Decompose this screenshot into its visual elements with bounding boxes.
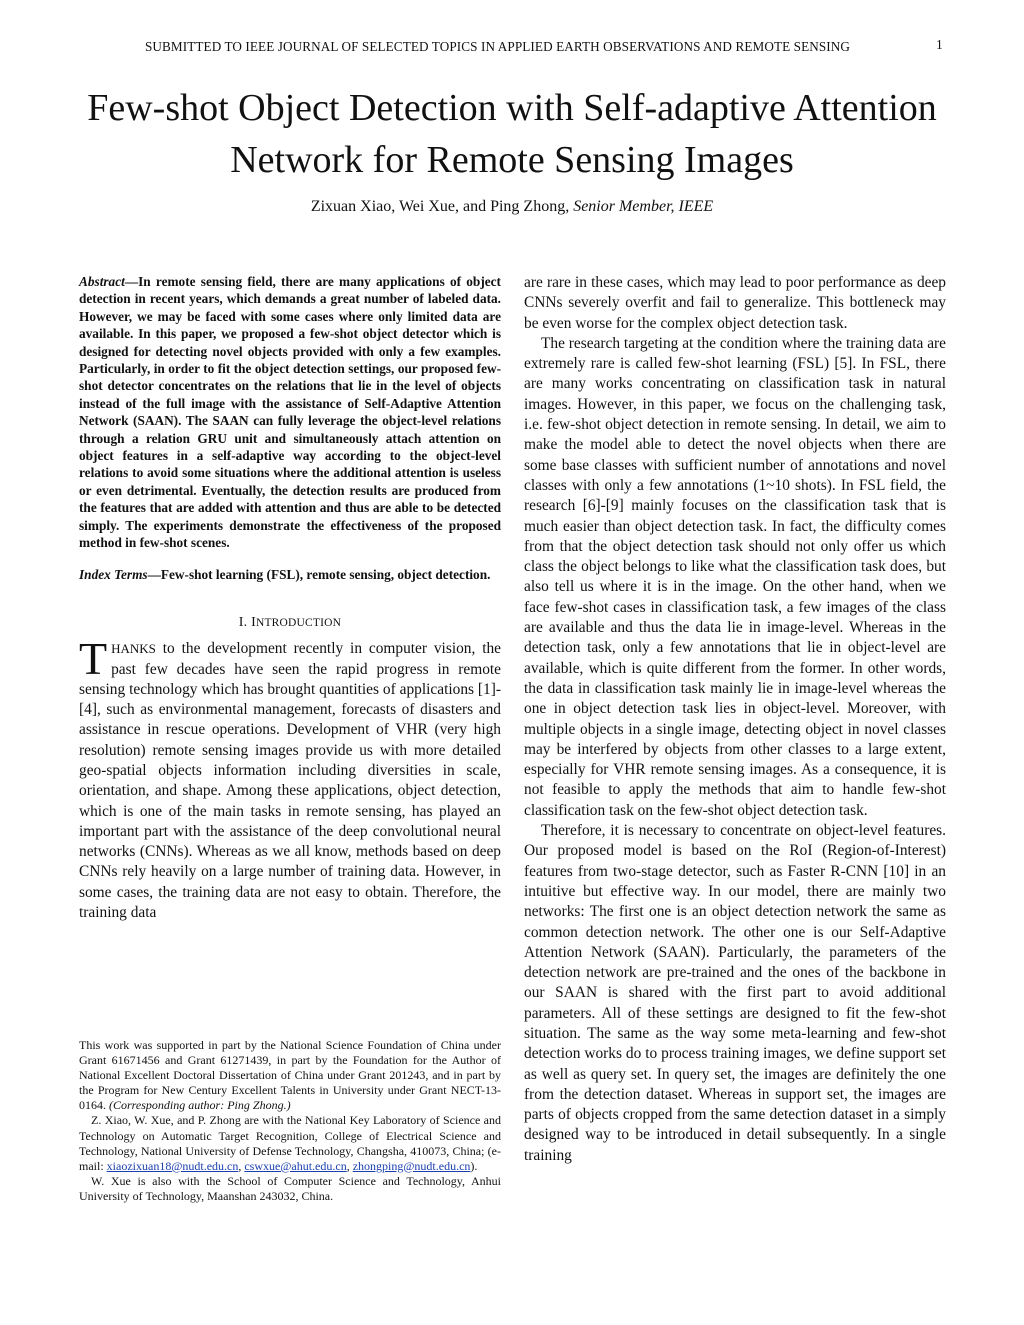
section-title-rest: NTRODUCTION xyxy=(255,616,342,629)
affiliation-end: ). xyxy=(470,1158,478,1173)
email-link-xiao[interactable]: xiaozixuan18@nudt.edu.cn xyxy=(106,1158,239,1173)
abstract-text: —In remote sensing field, there are many applications of object detection in recent years, which demands a great number of labeled data. However, we may be faced with some cases where only limited data are available. In this paper, we proposed a few-shot object detector which is designed for detecting novel objects provided with only a few examples. Particularly, in order to fit the object detection settings, our proposed few-shot detector concentrates on the relations that lie in the level of objects instead of the full image with the assistance of Self-Adaptive Attention Network (SAAN). The SAAN can fully leverage the object-level relations through a relation GRU unit and simultaneously attach attention on object features in a self-adaptive way according to the object-level relations to avoid some situations where the additional attention is useless or even detrimental. Eventually, the detection results are produced from the features that are added with attention and thus are able to be detected simply. The experiments demonstrate the effectiveness of the proposed method in few-shot scenes. xyxy=(79,274,501,551)
page-number: 1 xyxy=(936,37,943,52)
index-terms xyxy=(79,566,501,583)
corresponding-author: (Corresponding author: Ping Zhong.) xyxy=(109,1098,291,1113)
author-line xyxy=(60,198,964,216)
index-terms-text: —Few-shot learning (FSL), remote sensing, object detection. xyxy=(147,566,491,582)
section-initial: I xyxy=(251,614,256,630)
email-separator: , xyxy=(238,1158,245,1173)
right-column xyxy=(524,273,946,1166)
intro-first-word: HANKS xyxy=(111,641,156,657)
abstract xyxy=(79,273,501,552)
index-terms-label: Index Terms xyxy=(79,566,148,582)
paragraph-model: Therefore, it is necessary to concentrate on object-level features. Our proposed model is based on the RoI (Region-of-Interest) features from two-stage detector, such as Faster R-CNN [10] in an intuitive but effective way. In our model, there are mainly two networks: The first one is an object detection network the same as common detection network. The other one is our Self-Adaptive Attention Network (SAAN). Particularly, the parameters of the detection network are pre-trained and the ones of the backbone in our SAAN is shared with the first part to avoid additional parameters. All of these settings are designed to fit the few-shot situation. The same as the way some meta-learning and few-shot detection works do to process training images, we define support set as well as query set. In query set, the images are definitely the one from the detection dataset. Whereas in support set, the images are parts of objects cropped from the same detection dataset in a simply designed way to be introduced in detail subsequently. In a single training xyxy=(524,822,946,1164)
intro-text: to the development recently in computer vision, the past few decades have seen the rapid progress in remote sensing technology which has brought quantities of applications [1]-[4], such as environmental management, forecasts of disasters and assistance in rescue operations. Development of VHR (very high resolution) remote sensing images provide us with more detailed geo-spatial objects information including diversities in scale, orientation, and shape. Among these applications, object detection, which is one of the main tasks in remote sensing, has played an important part with the assistance of the deep convolutional neural networks (CNNs). Whereas as we all know, methods based on deep CNNs rely heavily on a large number of training data. However, in some cases, the training data are not easy to obtain. Therefore, the training data xyxy=(79,640,501,922)
author-names: Zixuan Xiao, Wei Xue, and Ping Zhong, xyxy=(310,198,574,215)
left-column xyxy=(79,273,501,923)
author-membership: Senior Member, IEEE xyxy=(573,198,714,215)
footnote xyxy=(79,1038,501,1204)
email-separator: , xyxy=(346,1158,353,1173)
section-number: I. xyxy=(238,614,252,630)
footnote-affiliation-xue: W. Xue is also with the School of Computer Science and Technology, Anhui University of Technology, Maanshan 243032, China. xyxy=(79,1173,501,1203)
affiliation-text: Z. Xiao, W. Xue, and P. Zhong are with the National Key Laboratory of Science and Technology on Automatic Target Recognition, College of Electrical Science and Technology, National University of Defense Technology, Changsha, 410073, China; (e-mail: xyxy=(79,1113,501,1173)
paragraph-fsl: The research targeting at the condition where the training data are extremely rare is called few-shot learning (FSL) [5]. In FSL, there are many works concentrating on classification task in natural images. However, in this paper, we focus on the challenging task, i.e. few-shot object detection in remote sensing. In detail, we aim to make the model able to detect the novel objects when there are some base classes with sufficient number of annotations and novel classes with only a few annotations (1~10 shots). In FSL field, the research [6]-[9] mainly focuses on the classification task that is much easier than object detection task. In fact, the difficulty comes from that the object detection task should not only offer us which class the object belongs to like what the classification task does, but also tell us where it is in the image. On the other hand, when we face few-shot cases in classification task, a few images of the class are available and thus the data lie in image-level. Whereas in the detection task, only a few annotations that lie in object-level are available, which is quite different from the former. In other words, the data in classification task mainly lie in image-level whereas the one in object detection task lies in object-level. Moreover, with multiple objects in a single image, detecting object in novel classes may be interfered by objects from other classes to a large extent, especially for VHR remote sensing images. As a consequence, it is not feasible to apply the methods that aim to handle few-shot classification task on the few-shot object detection task. xyxy=(524,334,946,819)
paper-title: Few-shot Object Detection with Self-adaptive Attention Network for Remote Sensing Images xyxy=(87,87,937,181)
abstract-label: Abstract xyxy=(79,274,125,289)
section-heading-introduction xyxy=(79,613,501,633)
email-link-xue[interactable]: cswxue@ahut.edu.cn xyxy=(244,1158,347,1173)
funding-text: This work was supported in part by the National Science Foundation of China under Grant 61671456 and Grant 61271439, in part by the Foundation for the Author of National Excellent Doctoral Dissertation of China under Grant 201243, and in part by the Program for New Century Excellent Talents in University under Grant NECT-13-0164. xyxy=(79,1038,501,1113)
running-head: SUBMITTED TO IEEE JOURNAL OF SELECTED TOPICS IN APPLIED EARTH OBSERVATIONS AND REMOTE SENSING xyxy=(144,39,851,54)
drop-cap: T xyxy=(79,633,108,685)
email-link-zhong[interactable]: zhongping@nudt.edu.cn xyxy=(352,1158,471,1173)
footnote-funding xyxy=(79,1038,501,1113)
paragraph-continued: are rare in these cases, which may lead to poor performance as deep CNNs severely overfit and fail to generalize. This bottleneck may be even worse for the complex object detection task. xyxy=(524,274,946,332)
intro-paragraph xyxy=(79,633,501,923)
footnote-affiliation xyxy=(79,1113,501,1173)
